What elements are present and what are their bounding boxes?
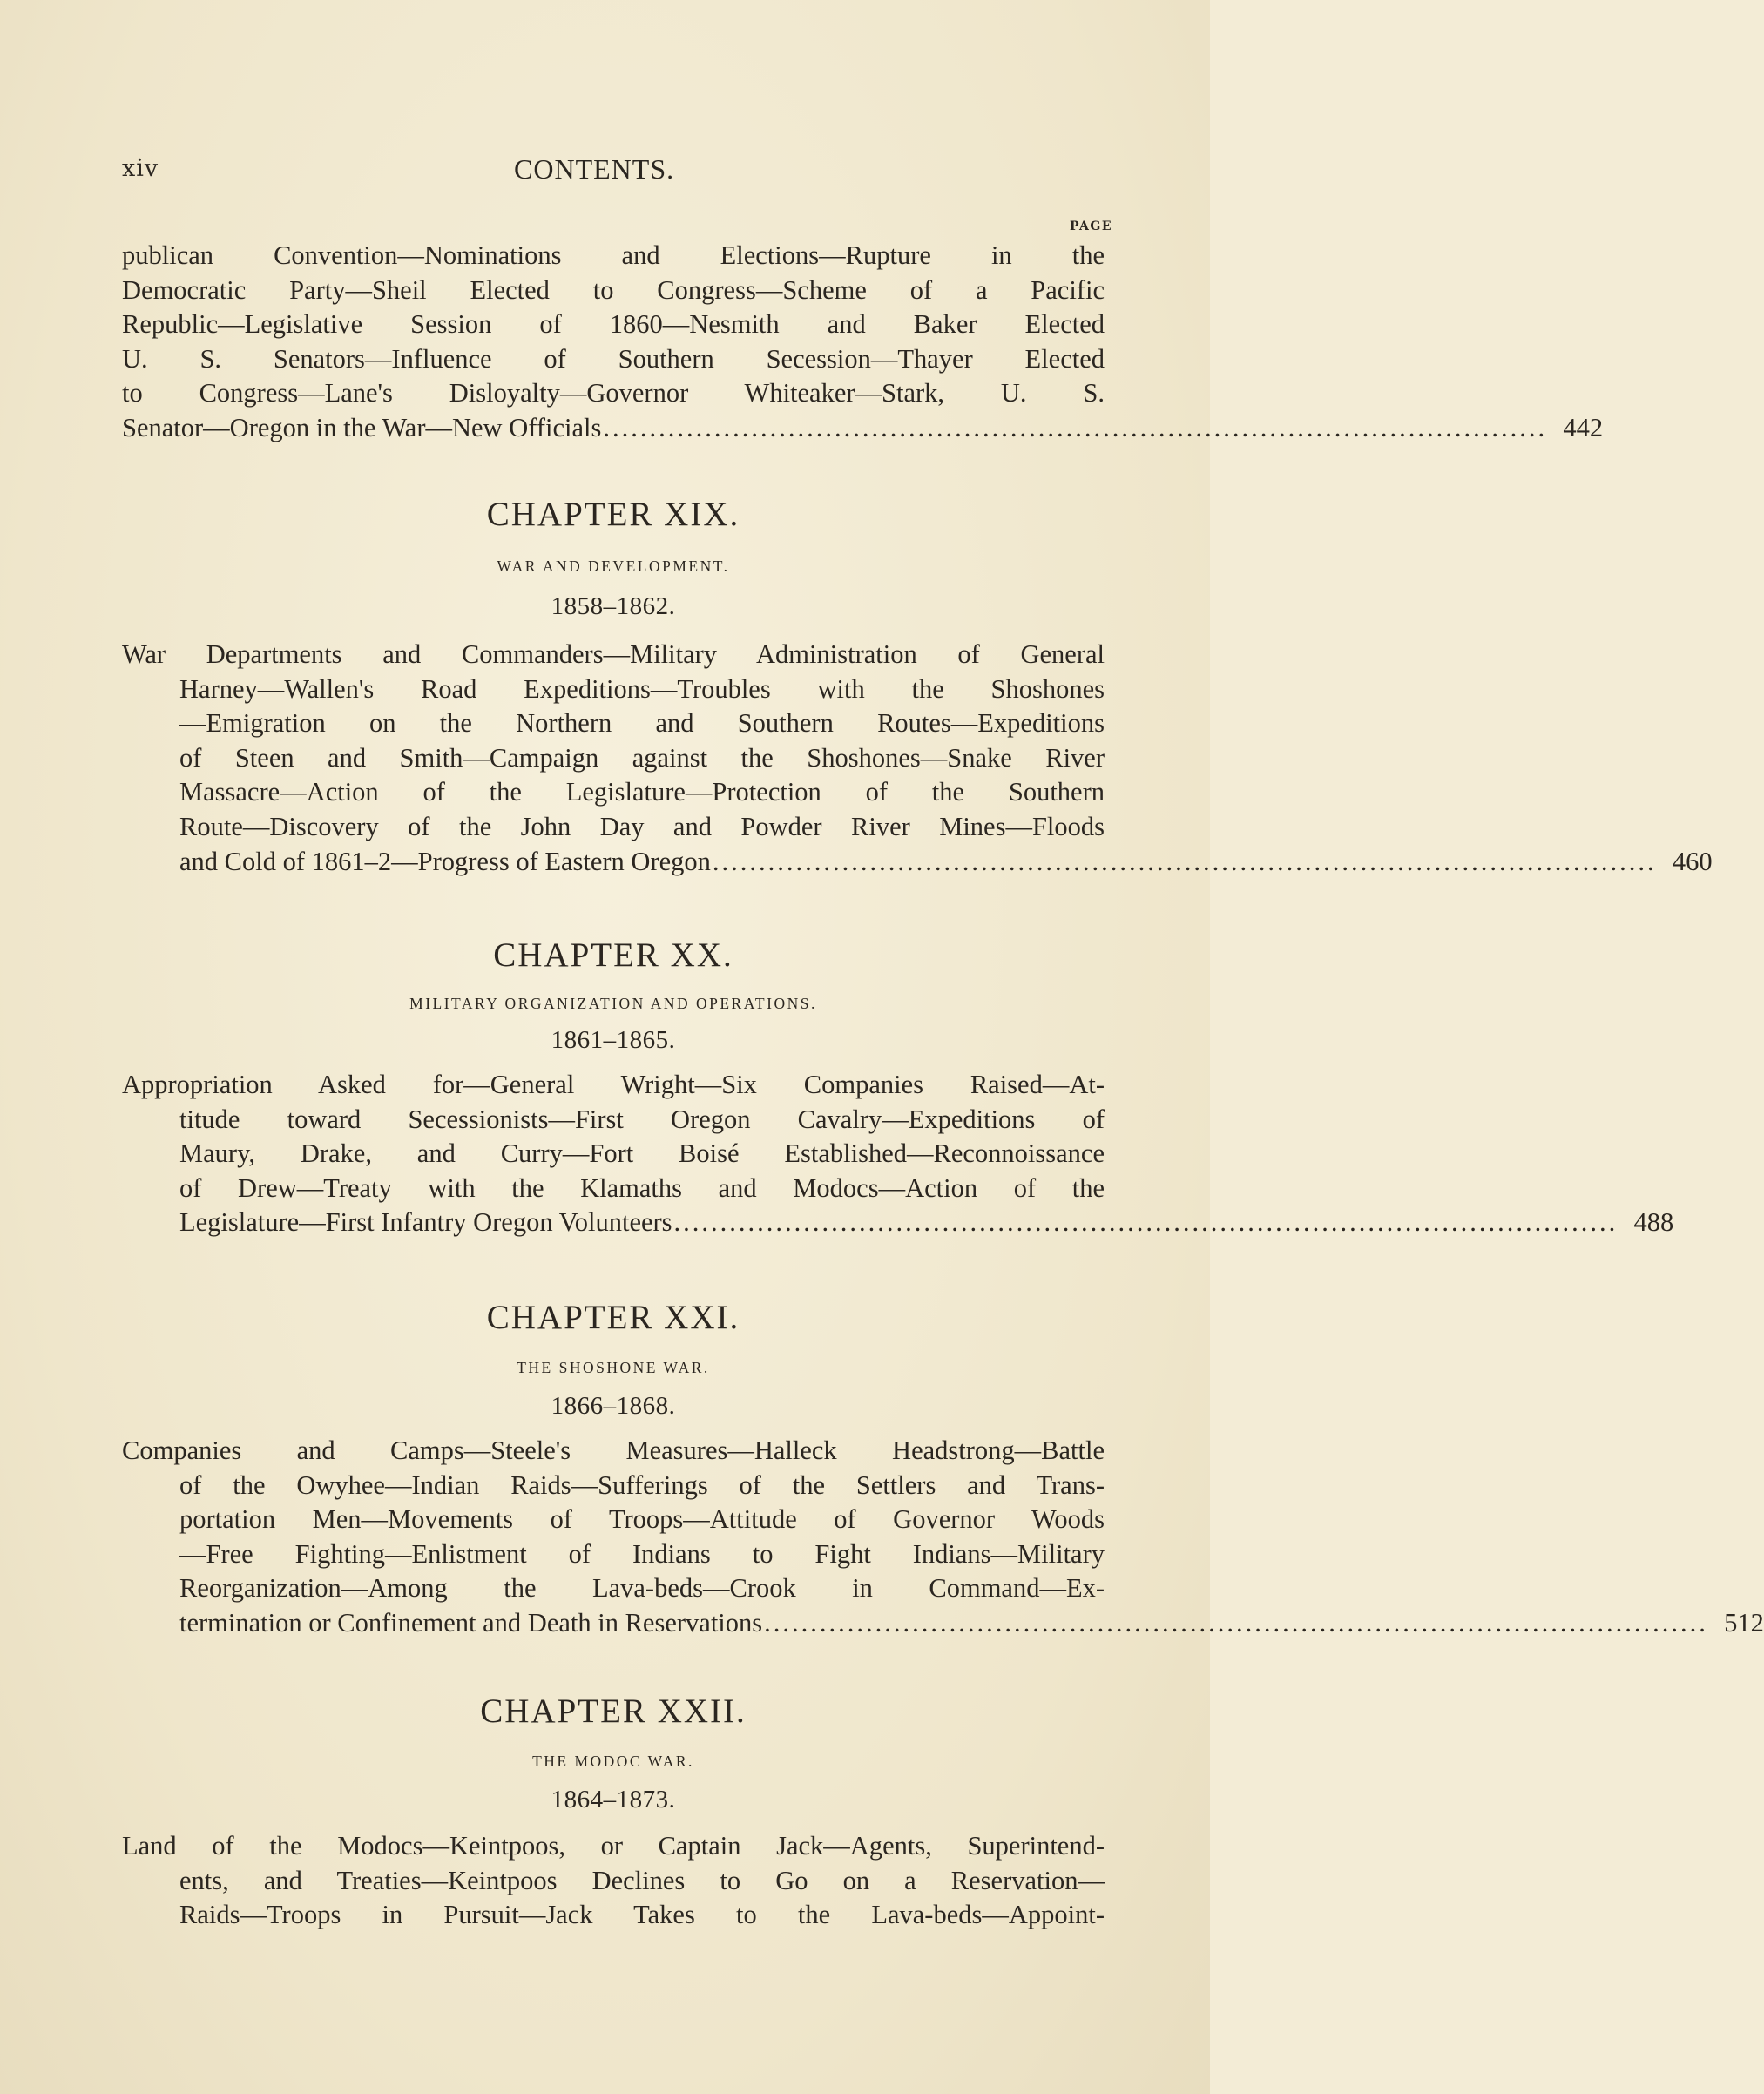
entry-line: publican Convention—Nominations and Elections—Rupture in the xyxy=(122,240,1105,270)
page-column-label: PAGE xyxy=(1070,220,1112,233)
chapter-subtitle: THE MODOC WAR. xyxy=(532,1753,694,1770)
dot-leader: ...................................................................................................... xyxy=(603,412,1548,442)
chapter-years: 1866–1868. xyxy=(551,1392,676,1420)
entry-line: Route—Discovery of the John Day and Powder River Mines—Floods xyxy=(179,811,1105,841)
entry-line: Democratic Party—Sheil Elected to Congress—Scheme of a Pacific xyxy=(122,274,1105,305)
entry-line: termination or Confinement and Death in Reservations ...................................................................................................... 512 xyxy=(122,1606,1105,1641)
chapter-entry xyxy=(122,638,1713,879)
entry-line: of the Owyhee—Indian Raids—Sufferings of the Settlers and Trans- xyxy=(179,1469,1105,1500)
chapter-years: 1858–1862. xyxy=(551,592,676,620)
entry-line: Harney—Wallen's Road Expeditions—Troubles with the Shoshones xyxy=(179,673,1105,704)
chapter-years: 1861–1865. xyxy=(551,1026,676,1054)
chapter-heading: CHAPTER XIX. xyxy=(486,496,740,533)
entry-line: ents, and Treaties—Keintpoos Declines to Go on a Reservation— xyxy=(179,1865,1105,1895)
chapter-subtitle: MILITARY ORGANIZATION AND OPERATIONS. xyxy=(409,995,817,1012)
entry-line: Senator—Oregon in the War—New Officials ...................................................................................................... 442 xyxy=(122,411,1105,446)
chapter-heading: CHAPTER XXI. xyxy=(486,1299,740,1336)
entry-line: —Emigration on the Northern and Southern Routes—Expeditions xyxy=(179,708,1105,739)
entry-line: Raids—Troops in Pursuit—Jack Takes to the Lava-beds—Appoint- xyxy=(179,1900,1105,1930)
entry-line: Maury, Drake, and Curry—Fort Boisé Established—Reconnoissance xyxy=(179,1138,1105,1169)
entry-line: Republic—Legislative Session of 1860—Nesmith and Baker Elected xyxy=(122,309,1105,340)
continued-entry xyxy=(122,239,1604,446)
entry-line: Legislature—First Infantry Oregon Volunteers ...................................................................................................... 488 xyxy=(122,1206,1105,1240)
running-header xyxy=(122,155,1098,190)
entry-line: of Steen and Smith—Campaign against the Shoshones—Snake River xyxy=(179,742,1105,773)
entry-line: and Cold of 1861–2—Progress of Eastern Oregon ...................................................................................................... 460 xyxy=(122,845,1105,880)
entry-line: Reorganization—Among the Lava-beds—Crook in Command—Ex- xyxy=(179,1573,1105,1604)
chapter-heading: CHAPTER XX. xyxy=(493,936,733,974)
dot-leader: ...................................................................................................... xyxy=(673,1207,1619,1238)
entry-line: Land of the Modocs—Keintpoos, or Captain Jack—Agents, Superintend- xyxy=(122,1831,1105,1861)
dot-leader: ...................................................................................................... xyxy=(764,1607,1708,1638)
chapter-entry xyxy=(122,1829,1105,1933)
page-folio: xiv xyxy=(122,155,159,182)
chapter-years: 1864–1873. xyxy=(551,1786,676,1814)
chapter-heading: CHAPTER XXII. xyxy=(480,1692,747,1730)
dot-leader: ...................................................................................................... xyxy=(712,846,1657,876)
entry-line: portation Men—Movements of Troops—Attitude of Governor Woods xyxy=(179,1504,1105,1535)
running-title: CONTENTS. xyxy=(514,153,675,185)
entry-page-number: 460 xyxy=(1672,846,1713,876)
entry-line: titude toward Secessionists—First Oregon Cavalry—Expeditions of xyxy=(179,1104,1105,1134)
entry-page-number: 442 xyxy=(1563,412,1604,442)
entry-line: Appropriation Asked for—General Wright—Six Companies Raised—At- xyxy=(122,1070,1105,1099)
entry-line: U. S. Senators—Influence of Southern Secession—Thayer Elected xyxy=(122,343,1105,374)
entry-page-number: 512 xyxy=(1724,1607,1764,1638)
entry-line: —Free Fighting—Enlistment of Indians to Fight Indians—Military xyxy=(179,1538,1105,1569)
entry-page-number: 488 xyxy=(1633,1207,1674,1238)
entry-line: to Congress—Lane's Disloyalty—Governor Whiteaker—Stark, U. S. xyxy=(122,378,1105,409)
chapter-entry xyxy=(122,1434,1764,1641)
entry-line: Companies and Camps—Steele's Measures—Halleck Headstrong—Battle xyxy=(122,1435,1105,1465)
chapter-subtitle: WAR AND DEVELOPMENT. xyxy=(497,557,730,575)
chapter-subtitle: THE SHOSHONE WAR. xyxy=(517,1359,710,1376)
entry-line: Massacre—Action of the Legislature—Protection of the Southern xyxy=(179,777,1105,807)
chapter-entry xyxy=(122,1068,1674,1240)
entry-line: War Departments and Commanders—Military Administration of General xyxy=(122,639,1105,669)
entry-line: of Drew—Treaty with the Klamaths and Modocs—Action of the xyxy=(179,1172,1105,1203)
